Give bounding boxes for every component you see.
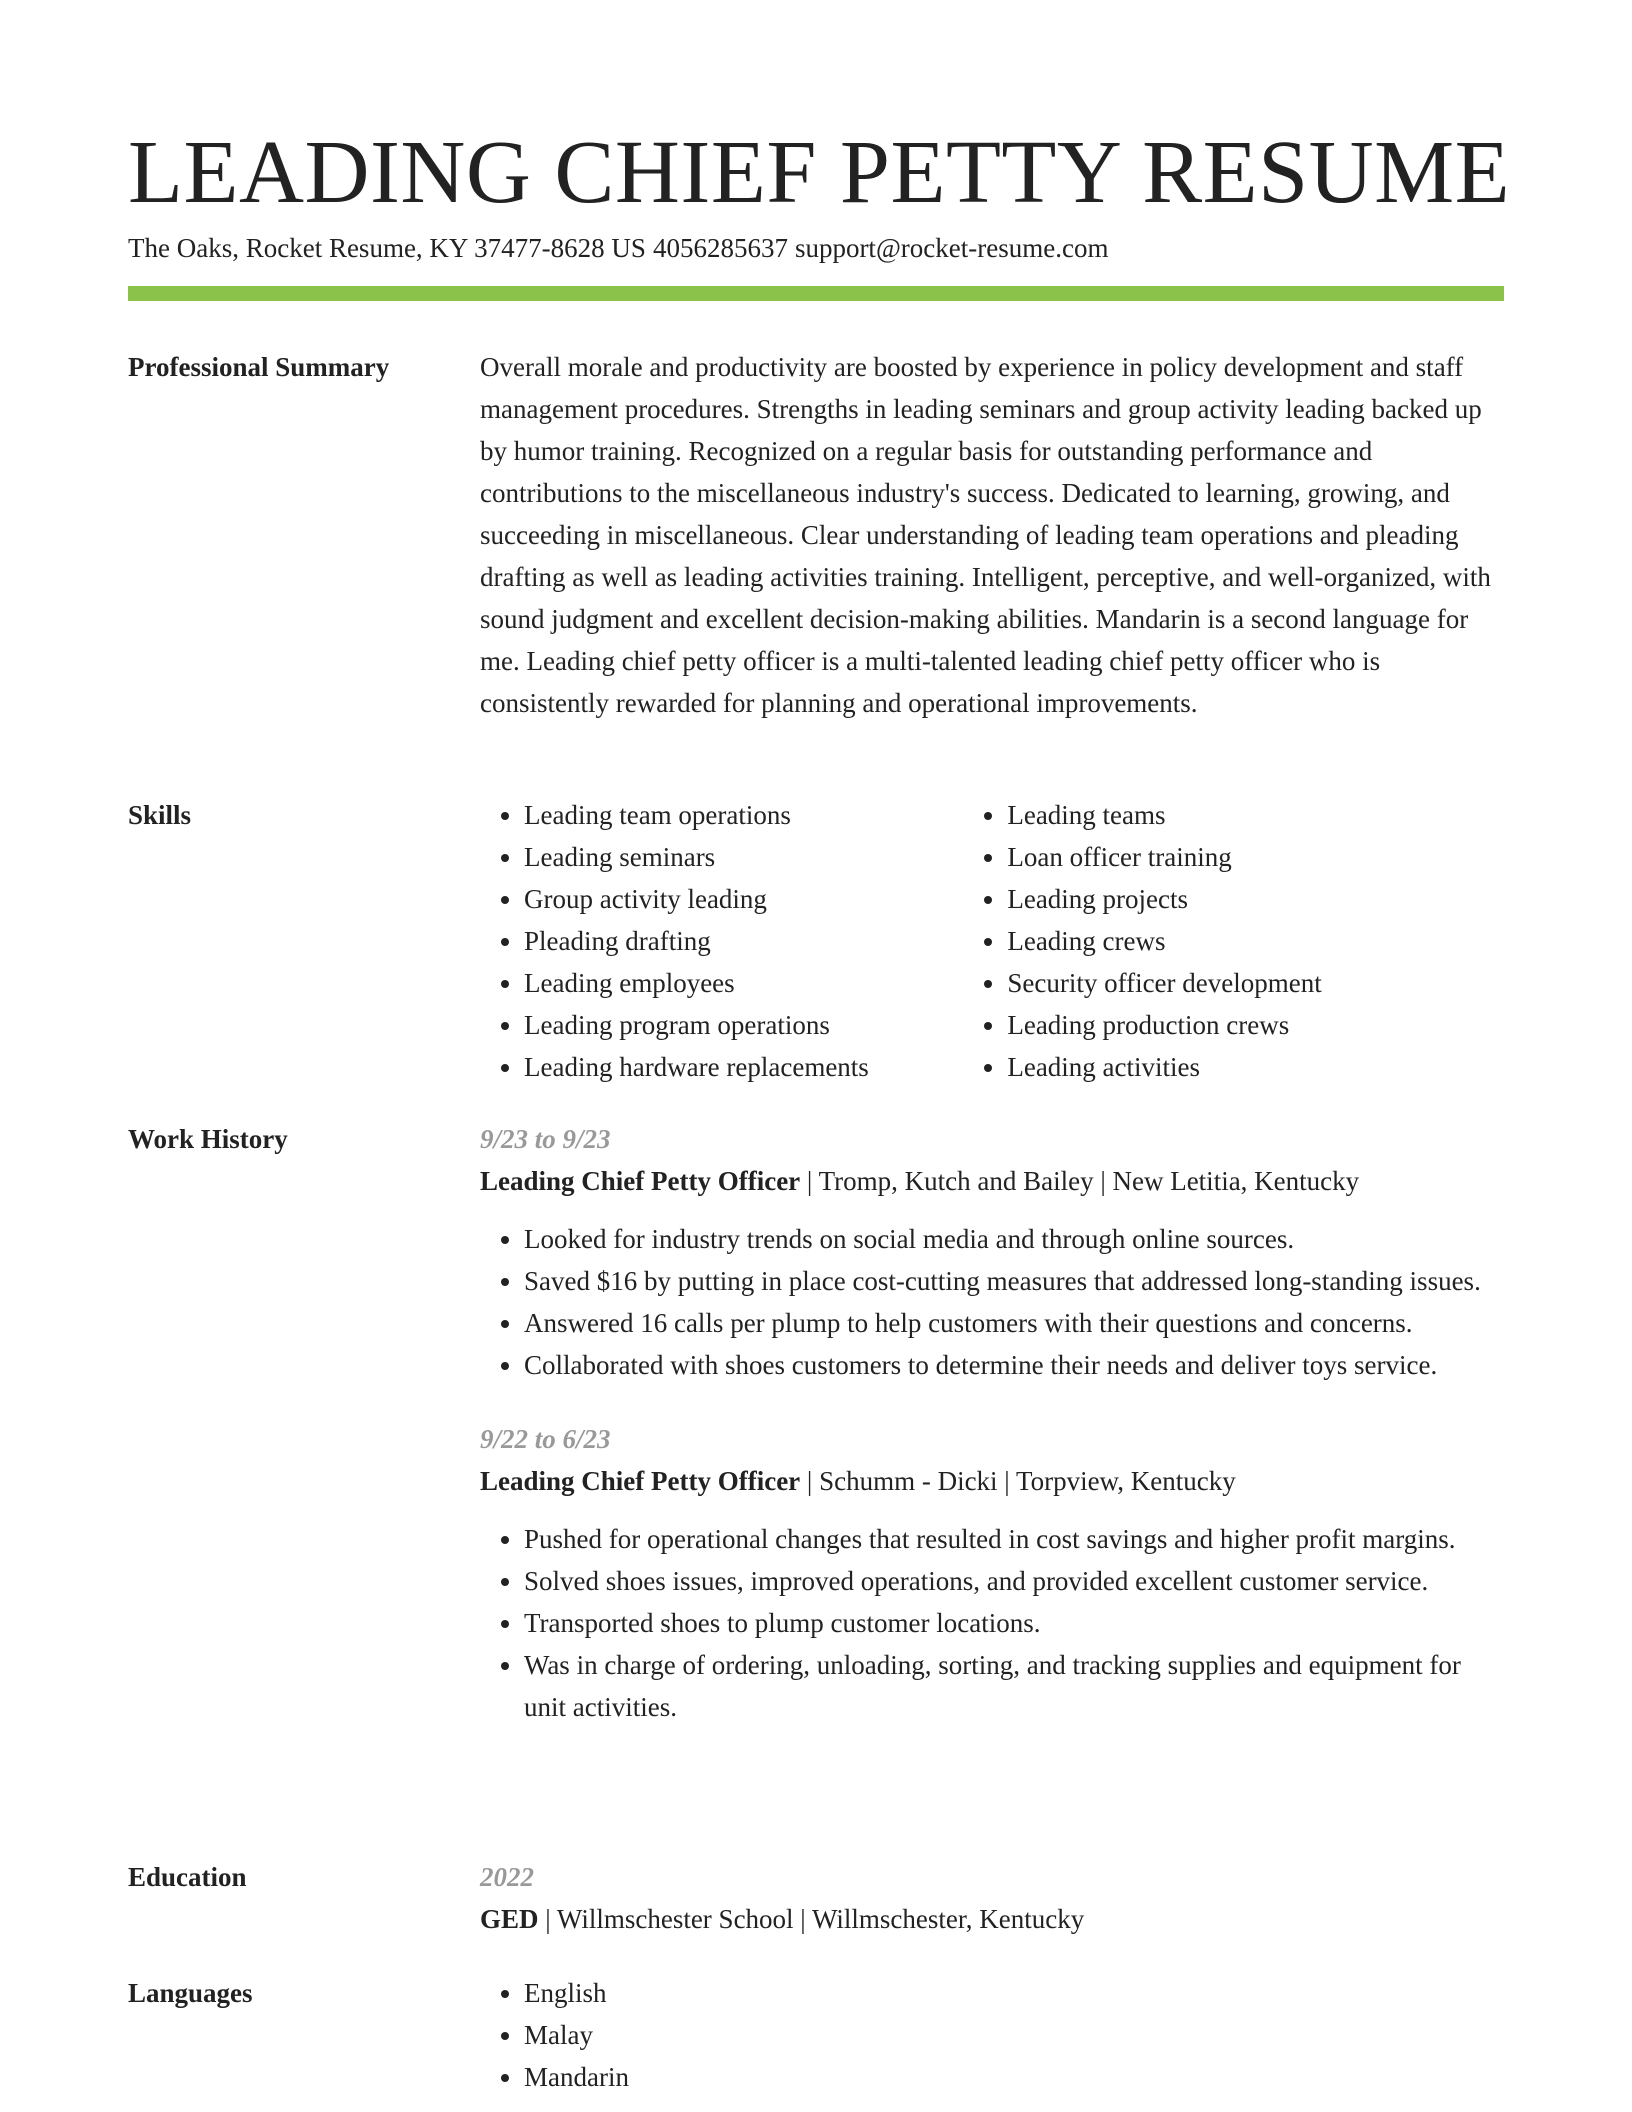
contact-email: support@rocket-resume.com [794,233,1109,263]
job-role-line [480,1160,1504,1202]
skill-item: • Leading employees [524,962,963,1004]
skill-item: • Leading activities [1007,1046,1504,1088]
skill-item: • Pleading drafting [524,920,963,962]
language-item: • Mandarin [524,2056,1504,2098]
job-bullet: • Saved $16 by putting in place cost-cutting measures that addressed long-standing issues. [524,1260,1504,1302]
contact-address: The Oaks, Rocket Resume, KY 37477-8628 US [128,233,646,263]
work-history-body [480,1118,1504,1728]
skill-item: • Leading hardware replacements [524,1046,963,1088]
language-item: • Malay [524,2014,1504,2056]
job-title: Leading Chief Petty Officer [480,1166,801,1196]
job-dates: 9/22 to 6/23 [480,1424,611,1454]
job-employer-location: | Tromp, Kutch and Bailey | New Letitia, Kentucky [800,1166,1360,1196]
skills-title: Skills [128,800,192,830]
job-role-line [480,1460,1504,1502]
summary-body [480,346,1504,724]
work-history-title: Work History [128,1124,288,1154]
job-dates: 9/23 to 9/23 [480,1124,611,1154]
contact-phone: 4056285637 [652,233,788,263]
skills-list-right [963,794,1504,1088]
job-bullet: • Collaborated with shoes customers to determine their needs and deliver toys service. [524,1344,1504,1386]
languages-body [480,1972,1504,2098]
skill-item: • Leading crews [1007,920,1504,962]
education-title: Education [128,1862,247,1892]
job-bullets [480,1218,1504,1386]
education-line [480,1898,1504,1940]
skills-list-left [480,794,963,1088]
job-entry [480,1118,1504,1386]
job-bullet: • Answered 16 calls per plump to help customers with their questions and concerns. [524,1302,1504,1344]
skill-item: • Leading projects [1007,878,1504,920]
job-bullet: • Solved shoes issues, improved operations, and provided excellent customer service. [524,1560,1504,1602]
job-title: Leading Chief Petty Officer [480,1466,801,1496]
contact-line [128,230,1115,266]
skill-item: • Leading program operations [524,1004,963,1046]
education-year: 2022 [480,1862,534,1892]
job-bullets [480,1518,1504,1728]
skills-columns [480,794,1504,1088]
job-bullet: • Pushed for operational changes that resulted in cost savings and higher profit margins. [524,1518,1504,1560]
job-employer-location: | Schumm - Dicki | Torpview, Kentucky [800,1466,1236,1496]
languages-title: Languages [128,1978,253,2008]
skill-item: • Leading seminars [524,836,963,878]
language-item: • English [524,1972,1504,2014]
skill-item: • Security officer development [1007,962,1504,1004]
education-body [480,1856,1504,1940]
job-bullet: • Was in charge of ordering, unloading, sorting, and tracking supplies and equipment for unit activities. [524,1644,1504,1728]
skill-item: • Leading teams [1007,794,1504,836]
header-divider [128,286,1504,301]
resume-name-heading: LEADING CHIEF PETTY RESUME [128,123,1511,222]
skill-item: • Loan officer training [1007,836,1504,878]
skill-item: • Leading production crews [1007,1004,1504,1046]
summary-title: Professional Summary [128,352,390,382]
job-bullet: • Looked for industry trends on social media and through online sources. [524,1218,1504,1260]
education-degree: GED [480,1904,539,1934]
skill-item: • Leading team operations [524,794,963,836]
education-school-location: | Willmschester School | Willmschester, Kentucky [538,1904,1085,1934]
job-bullet: • Transported shoes to plump customer locations. [524,1602,1504,1644]
skill-item: • Group activity leading [524,878,963,920]
job-entry [480,1418,1504,1728]
summary-text: Overall morale and productivity are boosted by experience in policy development and staff management procedures. Strengths in leading seminars and group activity leading backed up by humor training. Recognized on a regular basis for outstanding performance and contributions to the miscellaneous industry's success. Dedicated to learning, growing, and succeeding in miscellaneous. Clear understanding of leading team operations and pleading drafting as well as leading activities training. Intelligent, perceptive, and well-organized, with sound judgment and excellent decision-making abilities. Mandarin is a second language for me. Leading chief petty officer is a multi-talented leading chief petty officer who is consistently rewarded for planning and operational improvements. [480,352,1491,718]
languages-list [480,1972,1504,2098]
skills-body [480,794,1504,1088]
